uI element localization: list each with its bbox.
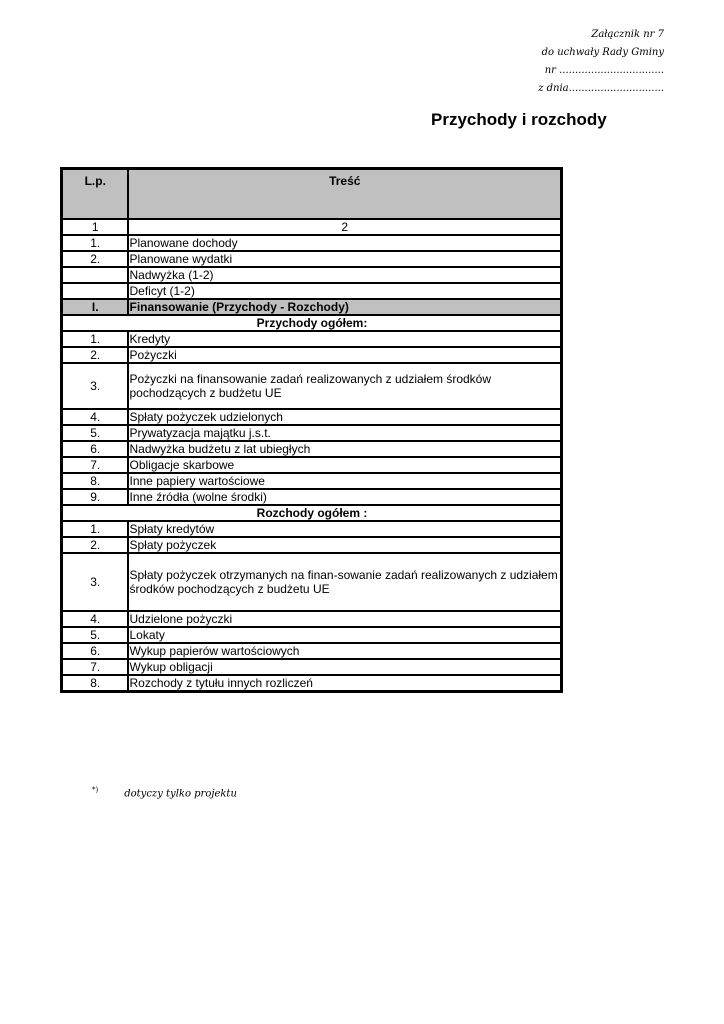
row-lp: 1.: [62, 521, 128, 537]
row-lp: 2.: [62, 347, 128, 363]
colnum-tresc: 2: [128, 219, 562, 235]
colnum-lp: 1: [62, 219, 128, 235]
row-lp: 2.: [62, 251, 128, 267]
row-text: Finansowanie (Przychody - Rozchody): [128, 299, 562, 315]
row-lp: 8.: [62, 675, 128, 692]
row-lp: 2.: [62, 537, 128, 553]
row-lp: 9.: [62, 489, 128, 505]
table-row: [62, 553, 562, 611]
table-row: [62, 537, 562, 553]
row-lp: I.: [62, 299, 128, 315]
row-lp: 4.: [62, 409, 128, 425]
row-text: Planowane wydatki: [128, 251, 562, 267]
row-text: Lokaty: [128, 627, 562, 643]
table-row: [62, 267, 562, 283]
row-lp: 7.: [62, 457, 128, 473]
row-text: Spłaty kredytów: [128, 521, 562, 537]
row-text: Inne źródła (wolne środki): [128, 489, 562, 505]
table-row: [62, 659, 562, 675]
table-row: [62, 489, 562, 505]
table-row: [62, 347, 562, 363]
row-text: Obligacje skarbowe: [128, 457, 562, 473]
row-lp: 3.: [62, 363, 128, 409]
footnote-text: dotyczy tylko projektu: [124, 788, 237, 800]
row-text: Udzielone pożyczki: [128, 611, 562, 627]
row-text: Wykup obligacji: [128, 659, 562, 675]
row-text: Deficyt (1-2): [128, 283, 562, 299]
table-row: [62, 283, 562, 299]
attachment-date-line: z dnia..............................: [538, 83, 664, 94]
attachment-note: [480, 26, 664, 98]
row-lp: 3.: [62, 553, 128, 611]
row-lp: 8.: [62, 473, 128, 489]
table-row: [62, 235, 562, 251]
header-lp: L.p.: [62, 169, 128, 220]
row-text: Pożyczki: [128, 347, 562, 363]
row-lp: 4.: [62, 611, 128, 627]
income-section-header: [62, 315, 562, 331]
table-row: [62, 251, 562, 267]
row-lp: [62, 267, 128, 283]
row-lp: 5.: [62, 425, 128, 441]
row-text: Wykup papierów wartościowych: [128, 643, 562, 659]
income-header-label: Przychody ogółem:: [62, 315, 562, 331]
footnote: [92, 786, 237, 799]
row-text: Inne papiery wartościowe: [128, 473, 562, 489]
table-row: [62, 425, 562, 441]
row-lp: 6.: [62, 441, 128, 457]
attachment-resolution: do uchwały Rady Gminy: [541, 47, 664, 58]
header-tresc: Treść: [128, 169, 562, 220]
table-row: [62, 331, 562, 347]
table-row: [62, 643, 562, 659]
table-row: [62, 363, 562, 409]
table-row: [62, 675, 562, 692]
budget-table: [60, 167, 563, 693]
attachment-number: Załącznik nr 7: [591, 29, 664, 40]
page-title: Przychody i rozchody: [431, 110, 607, 129]
row-text: Pożyczki na finansowanie zadań realizowanych z udziałem środków pochodzących z budżetu UE: [128, 363, 562, 409]
table-row: [62, 473, 562, 489]
table-row: [62, 457, 562, 473]
row-text: Spłaty pożyczek otrzymanych na finan-sowanie zadań realizowanych z udziałem środków pochodzących z budżetu UE: [128, 553, 562, 611]
table-row: [62, 521, 562, 537]
table-row: [62, 627, 562, 643]
row-lp: 1.: [62, 235, 128, 251]
attachment-nr-line: nr .................................: [544, 65, 664, 76]
column-numbers-row: [62, 219, 562, 235]
row-text: Kredyty: [128, 331, 562, 347]
table-header-row: [62, 169, 562, 220]
expense-section-header: [62, 505, 562, 521]
row-lp: [62, 283, 128, 299]
row-lp: 7.: [62, 659, 128, 675]
expense-header-label: Rozchody ogółem :: [62, 505, 562, 521]
table-row: [62, 409, 562, 425]
row-text: Prywatyzacja majątku j.s.t.: [128, 425, 562, 441]
table-row: [62, 611, 562, 627]
row-lp: 6.: [62, 643, 128, 659]
row-text: Nadwyżka (1-2): [128, 267, 562, 283]
row-text: Spłaty pożyczek udzielonych: [128, 409, 562, 425]
row-lp: 1.: [62, 331, 128, 347]
financing-row: [62, 299, 562, 315]
row-text: Spłaty pożyczek: [128, 537, 562, 553]
row-text: Rozchody z tytułu innych rozliczeń: [128, 675, 562, 692]
row-text: Nadwyżka budżetu z lat ubiegłych: [128, 441, 562, 457]
footnote-marker: *): [92, 786, 99, 794]
table-row: [62, 441, 562, 457]
row-text: Planowane dochody: [128, 235, 562, 251]
row-lp: 5.: [62, 627, 128, 643]
